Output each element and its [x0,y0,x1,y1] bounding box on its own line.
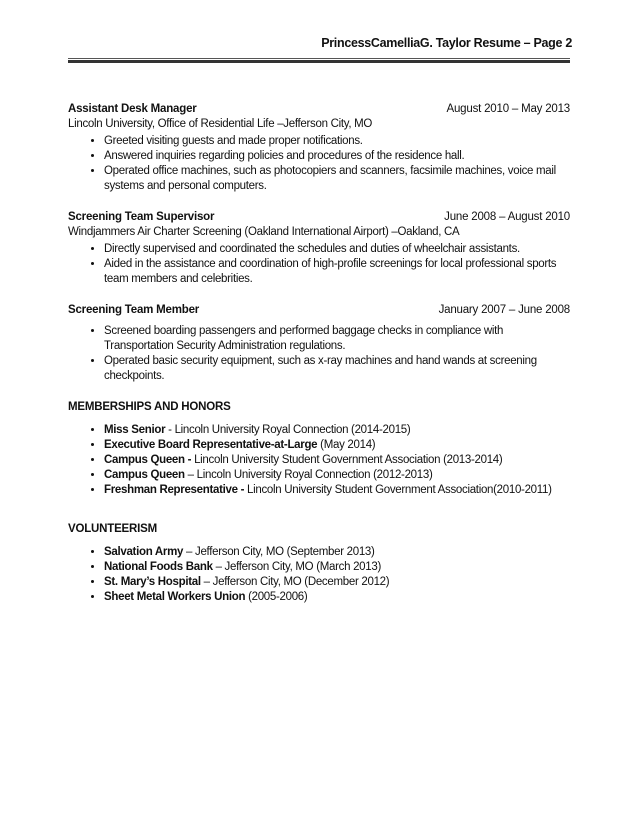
list-item: • Operated basic security equipment, such as x-ray machines and hand wands at screening checkpoints. [104,354,570,384]
page-header-title: PrincessCamelliaG. Taylor Resume – Page 2 [321,36,572,50]
job-dates: January 2007 – June 2008 [438,304,570,316]
job-organization: Lincoln University, Office of Residential Life –Jefferson City, MO [68,118,373,130]
list-item: • Miss Senior - Lincoln University Royal Connection (2014-2015) [104,423,570,438]
volunteerism-heading: VOLUNTEERISM [68,523,157,535]
list-item: • Campus Queen - Lincoln University Student Government Association (2013-2014) [104,453,570,468]
list-item: • Freshman Representative - Lincoln University Student Government Association(2010-2011) [104,483,570,498]
header-divider [68,58,570,63]
job-entry [68,303,570,384]
job-entry [68,102,570,194]
list-item: • Operated office machines, such as photocopiers and scanners, facsimile machines, voice mail systems and personal computers. [104,164,570,194]
list-item: • Aided in the assistance and coordination of high-profile screenings for local professional sports team members and celebrities. [104,257,570,287]
list-item: • Executive Board Representative-at-Large (May 2014) [104,438,570,453]
list-item: • Salvation Army – Jefferson City, MO (September 2013) [104,545,570,560]
job-dates: June 2008 – August 2010 [444,211,570,223]
memberships-heading: MEMBERSHIPS AND HONORS [68,401,231,413]
job-duties-list [68,324,570,384]
job-title: Screening Team Member [68,304,200,316]
volunteerism-list [68,545,570,605]
memberships-list [68,423,570,498]
list-item: • Campus Queen – Lincoln University Royal Connection (2012-2013) [104,468,570,483]
job-dates: August 2010 – May 2013 [446,103,570,115]
job-duties-list [68,242,570,287]
list-item: • National Foods Bank – Jefferson City, MO (March 2013) [104,560,570,575]
job-organization: Windjammers Air Charter Screening (Oakland International Airport) –Oakland, CA [68,226,460,238]
list-item: • Directly supervised and coordinated the schedules and duties of wheelchair assistants. [104,242,570,257]
job-entry [68,210,570,287]
job-duties-list [68,134,570,194]
job-title: Assistant Desk Manager [68,103,197,115]
resume-body [68,102,570,605]
list-item: • Answered inquiries regarding policies and procedures of the residence hall. [104,149,570,164]
list-item: • Greeted visiting guests and made proper notifications. [104,134,570,149]
list-item: • St. Mary’s Hospital – Jefferson City, MO (December 2012) [104,575,570,590]
list-item: • Screened boarding passengers and performed baggage checks in compliance with Transportation Security Administration regulations. [104,324,570,354]
job-title: Screening Team Supervisor [68,211,215,223]
list-item: • Sheet Metal Workers Union (2005-2006) [104,590,570,605]
